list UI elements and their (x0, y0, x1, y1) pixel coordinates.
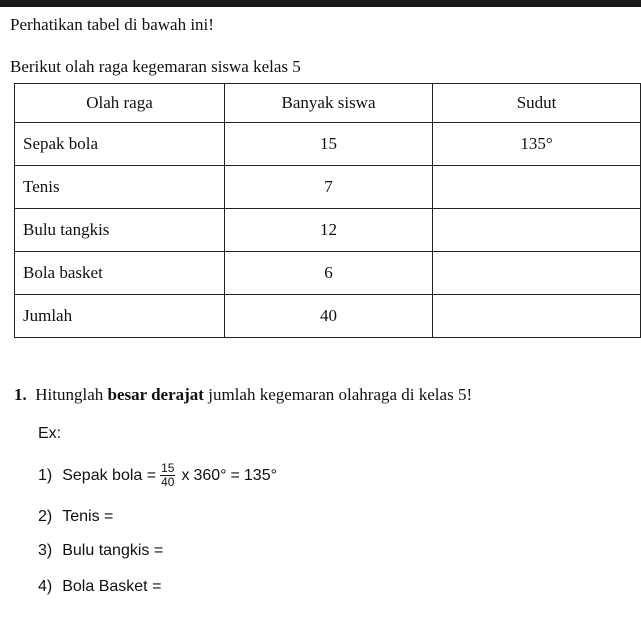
question-1 (14, 385, 472, 405)
table-row (15, 209, 641, 252)
table-row (15, 166, 641, 209)
item-label: Sepak bola = (62, 466, 157, 484)
item-number: 3) (38, 542, 53, 559)
item-number: 2) (38, 508, 53, 525)
cell-sport: Tenis (15, 166, 225, 209)
cell-angle: 135° (433, 123, 641, 166)
question-bold-text: besar derajat (107, 385, 204, 404)
item-label: Bulu tangkis = (62, 542, 164, 559)
cell-sport: Jumlah (15, 295, 225, 338)
cell-sport: Sepak bola (15, 123, 225, 166)
table-header-row (15, 84, 641, 123)
fraction (160, 462, 175, 489)
cell-sport: Bulu tangkis (15, 209, 225, 252)
answer-item-4 (38, 578, 161, 596)
equals-sign: = (230, 466, 240, 484)
cell-count: 15 (225, 123, 433, 166)
header-count: Banyak siswa (225, 84, 433, 123)
multiplier: 360° (193, 466, 227, 484)
table-total-row (15, 295, 641, 338)
answer-item-3 (38, 542, 163, 560)
fraction-numerator: 15 (161, 461, 175, 475)
example-label: Ex: (38, 425, 62, 442)
item-label: Tenis = (62, 508, 114, 525)
result: 135° (243, 466, 277, 484)
table-row (15, 123, 641, 166)
formula (156, 462, 279, 489)
answer-item-1 (38, 462, 279, 489)
fraction-denominator: 40 (161, 475, 175, 489)
answer-item-2 (38, 508, 113, 526)
item-number: 1) (38, 466, 53, 484)
item-label: Bola Basket = (62, 578, 162, 595)
top-border (0, 0, 641, 7)
intro-text: Perhatikan tabel di bawah ini! (10, 15, 214, 34)
sports-table (14, 83, 641, 338)
table-row (15, 252, 641, 295)
cell-angle (433, 295, 641, 338)
header-sport: Olah raga (15, 84, 225, 123)
cell-count: 40 (225, 295, 433, 338)
question-number: 1. (14, 385, 27, 404)
cell-count: 7 (225, 166, 433, 209)
cell-count: 12 (225, 209, 433, 252)
question-text-end: jumlah kegemaran olahraga di kelas 5! (203, 385, 473, 404)
question-text-start: Hitunglah (35, 385, 108, 404)
cell-count: 6 (225, 252, 433, 295)
cell-angle (433, 252, 641, 295)
times-sign: x (181, 466, 190, 484)
item-number: 4) (38, 578, 53, 595)
cell-sport: Bola basket (15, 252, 225, 295)
cell-angle (433, 209, 641, 252)
cell-angle (433, 166, 641, 209)
table-caption: Berikut olah raga kegemaran siswa kelas 5 (10, 57, 301, 76)
header-angle: Sudut (433, 84, 641, 123)
